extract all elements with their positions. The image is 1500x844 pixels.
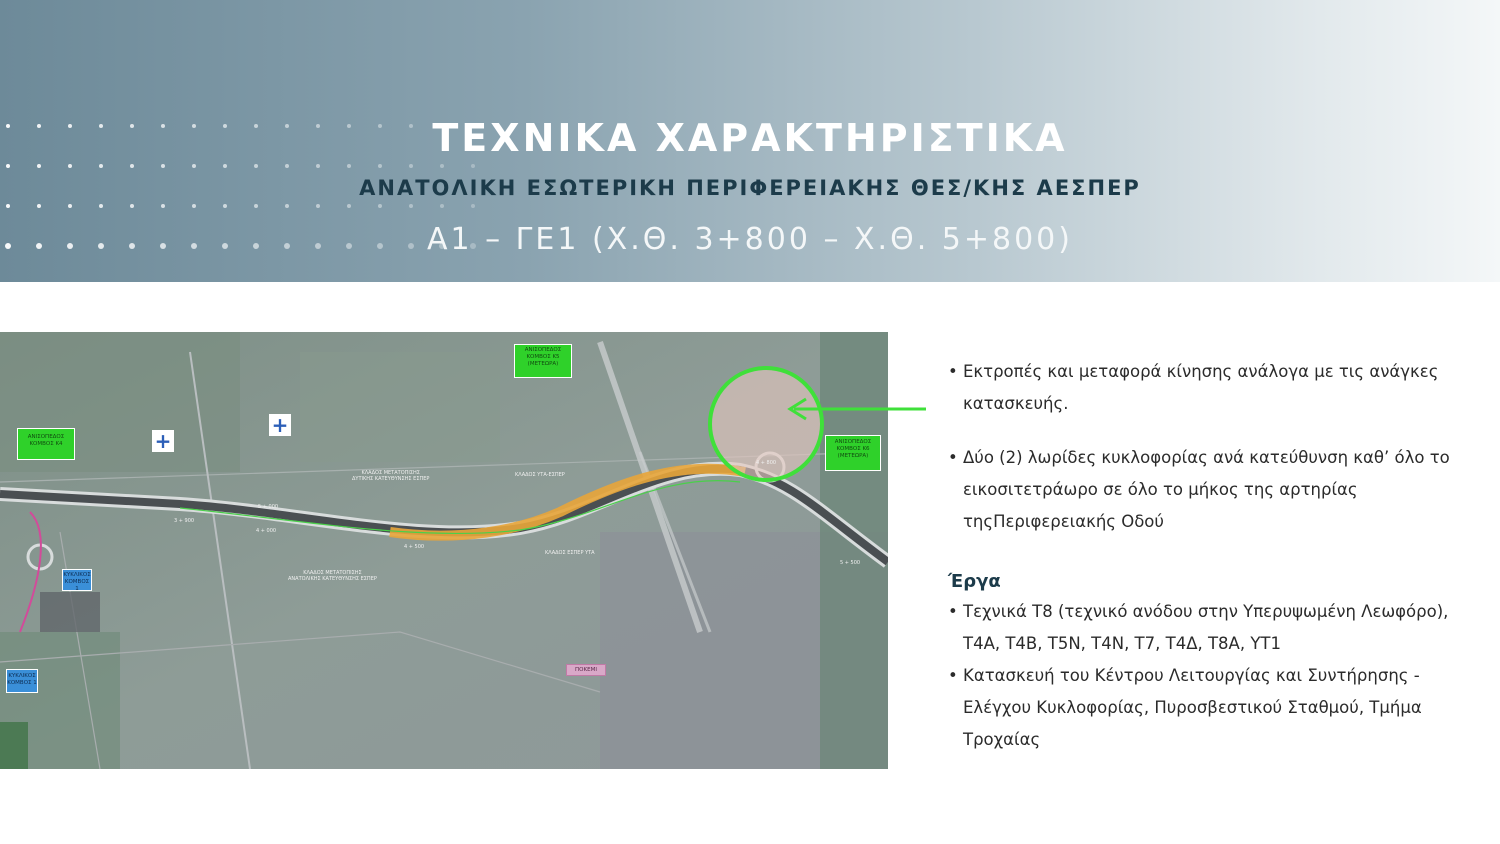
decorative-dot <box>130 164 134 168</box>
map-sports-field <box>0 722 28 769</box>
interchange-sign-k5: ΑΝΙΣΟΠΕΔΟΣ ΚΟΜΒΟΣ Κ5 (ΜΕΤΕΩΡΑ) <box>514 344 572 378</box>
decorative-dot <box>192 164 196 168</box>
header-banner <box>0 0 1500 282</box>
decorative-dot <box>285 164 289 168</box>
decorative-dot <box>161 164 165 168</box>
decorative-dot <box>378 164 382 168</box>
pointer-arrow-icon <box>780 395 930 425</box>
decorative-dot <box>223 204 227 208</box>
chainage-label: 4 + 000 <box>256 528 277 534</box>
hospital-icon: + <box>269 414 291 436</box>
decorative-dot <box>409 164 413 168</box>
map-drawing <box>0 332 888 769</box>
decorative-dot <box>6 204 10 208</box>
decorative-dot <box>161 204 165 208</box>
chainage-label: 5 + 500 <box>840 560 861 566</box>
bullet-icon: • <box>948 448 958 467</box>
decorative-dot <box>409 204 413 208</box>
bullet-item: • Εκτροπές και μεταφορά κίνησης ανάλογα με τις ανάγκες κατασκευής. <box>948 356 1468 420</box>
page-title: ΤΕΧΝΙΚΑ ΧΑΡΑΚΤΗΡΙΣΤΙΚΑ <box>432 116 1068 160</box>
decorative-dot <box>347 164 351 168</box>
decorative-dot <box>316 164 320 168</box>
bullet-item: • Τεχνικά Τ8 (τεχνικό ανόδου στην Υπερυψωμένη Λεωφόρο), Τ4Α, Τ4Β, Τ5Ν, Τ4Ν, Τ7, Τ4Δ, Τ8Α, ΥΤ1 <box>948 596 1468 660</box>
decorative-dot <box>68 164 72 168</box>
decorative-dot <box>37 164 41 168</box>
interchange-sign-k4: ΑΝΙΣΟΠΕΔΟΣ ΚΟΜΒΟΣ Κ4 <box>17 428 75 460</box>
road-label-esper-yta: ΚΛΑΔΟΣ ΕΣΠΕΡ ΥΤΑ <box>545 550 595 556</box>
decorative-dot <box>316 204 320 208</box>
decorative-dot <box>254 204 258 208</box>
page-subtitle: ΑΝΑΤΟΛΙΚΗ ΕΣΩΤΕΡΙΚΗ ΠΕΡΙΦΕΡΕΙΑΚΗΣ ΘΕΣ/ΚΗΣ ΑΕΣΠΕΡ <box>359 176 1141 200</box>
decorative-dot <box>378 204 382 208</box>
project-map <box>0 332 888 769</box>
road-label-yta-esper: ΚΛΑΔΟΣ ΥΤΑ-ΕΣΠΕΡ <box>515 472 565 478</box>
decorative-dot <box>6 164 10 168</box>
hospital-icon: + <box>152 430 174 452</box>
poi-sign: ΠΟΚΕΜΙ <box>566 664 606 676</box>
road-label-east-shift: ΚΛΑΔΟΣ ΜΕΤΑΤΟΠΙΣΗΣ ΑΝΑΤΟΛΙΚΗΣ ΚΑΤΕΥΘΥΝΣΗΣ ΕΣΠΕΡ <box>288 570 377 582</box>
bullet-icon: • <box>948 362 958 381</box>
decorative-dot <box>471 164 475 168</box>
decorative-dot <box>37 204 41 208</box>
decorative-dot <box>347 204 351 208</box>
bullet-item: • Δύο (2) λωρίδες κυκλοφορίας ανά κατεύθυνση καθ’ όλο το εικοσιτετράωρο σε όλο το μήκος της αρτηρίας τηςΠεριφερειακής Οδού <box>948 442 1468 538</box>
road-label-west-shift: ΚΛΑΔΟΣ ΜΕΤΑΤΟΠΙΣΗΣ ΔΥΤΙΚΗΣ ΚΑΤΕΥΘΥΝΣΗΣ ΕΣΠΕΡ <box>352 470 430 482</box>
roundabout-sign-2: ΚΥΚΛΙΚΟΣ ΚΟΜΒΟΣ 1 <box>6 669 38 693</box>
decorative-dot <box>99 164 103 168</box>
chainage-label: 3 + 900 <box>174 518 195 524</box>
chainage-label: 5 + 000 <box>258 504 279 510</box>
bullet-item: • Κατασκευή του Κέντρου Λειτουργίας και Συντήρησης - Ελέγχου Κυκλοφορίας, Πυροσβεστικού Σταθμού, Τμήμα Τροχαίας <box>948 660 1468 756</box>
description-panel <box>948 356 1468 756</box>
decorative-dot <box>223 164 227 168</box>
works-heading: Έργα <box>948 571 1001 592</box>
chainage-label: 4 + 500 <box>404 544 425 550</box>
roundabout-sign-1: ΚΥΚΛΙΚΟΣ ΚΟΜΒΟΣ 1 <box>62 569 92 591</box>
decorative-dot <box>192 204 196 208</box>
decorative-dot <box>99 204 103 208</box>
interchange-sign-k6: ΑΝΙΣΟΠΕΔΟΣ ΚΟΜΒΟΣ Κ6 (ΜΕΤΕΩΡΑ) <box>825 435 881 471</box>
decorative-dot <box>471 204 475 208</box>
map-field <box>300 352 500 462</box>
decorative-dot <box>254 164 258 168</box>
decorative-dot <box>130 204 134 208</box>
decorative-dot <box>285 204 289 208</box>
bullet-icon: • <box>948 602 958 621</box>
decorative-dot <box>68 204 72 208</box>
decorative-dot <box>440 204 444 208</box>
section-chainage: Α1 – ΓΕ1 (Χ.Θ. 3+800 – Χ.Θ. 5+800) <box>427 222 1073 257</box>
decorative-dot <box>440 164 444 168</box>
chainage-label: 4 + 800 <box>756 460 777 466</box>
map-building <box>40 592 100 632</box>
bullet-icon: • <box>948 666 958 685</box>
